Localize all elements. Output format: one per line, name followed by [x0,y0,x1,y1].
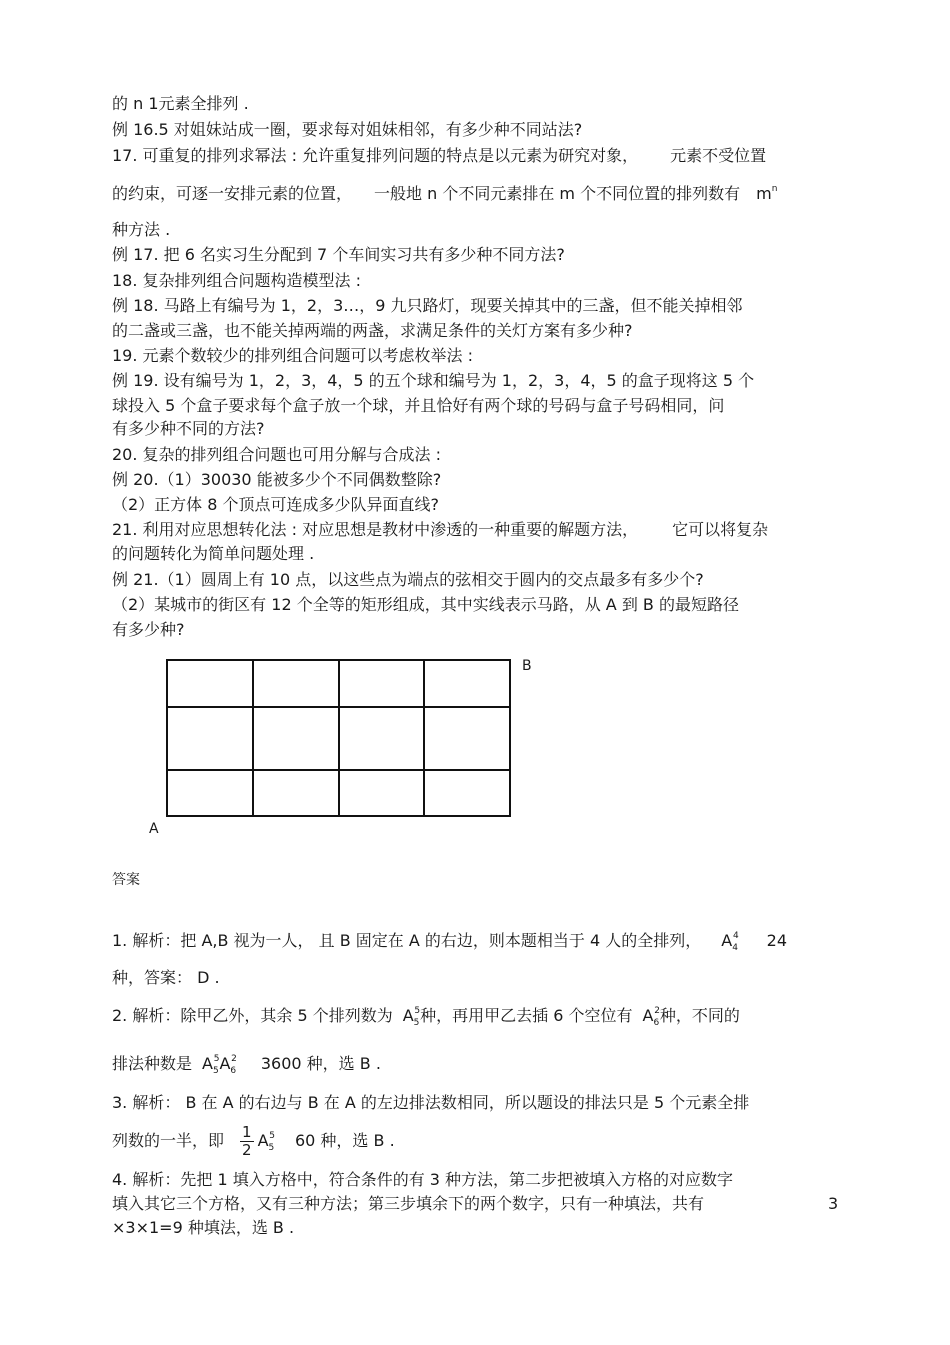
text-line: 球投入 5 个盒子要求每个盒子放一个球，并且恰好有两个球的号码与盒子号码相同，问 [112,396,725,415]
text-line [112,1006,740,1029]
text-segment: 1. 解析：把 A,B 视为一人， 且 B 固定在 A 的右边，则本题相当于 4 人的全排列， [112,931,702,950]
text-line: （2）某城市的街区有 12 个全等的矩形组成，其中实线表示马路，从 A 到 B 的最短路径 [112,595,739,614]
text-line: ×3×1=9 种填法，选 B . [112,1218,295,1237]
text-line: 的问题转化为简单问题处理 . [112,544,315,563]
text-line [112,931,787,954]
text-segment: 的约束，可逐一安排元素的位置， [112,184,353,203]
text-line [112,1194,704,1214]
answers-heading: 答案 [112,872,140,888]
text-segment: 排法种数是 [112,1054,193,1073]
math-perm: $A_5^5$ [402,1006,421,1028]
text-line: 例 18. 马路上有编号为 1，2，3…，9 九只路灯，现要关掉其中的三盏，但不能关掉相邻 [112,296,743,315]
text-segment: 种，再用甲乙去插 6 个空位有 [420,1006,633,1025]
text-segment: 21. 利用对应思想转化法 : 对应思想是教材中渗透的一种重要的解题方法， [112,520,639,539]
text-line: 有多少种不同的方法? [112,419,265,438]
text-line: 例 17. 把 6 名实习生分配到 7 个车间实习共有多少种不同方法? [112,245,565,264]
text-segment: 60 种，选 B . [294,1131,395,1150]
text-segment: 它可以将复杂 [672,520,769,539]
text-line: 有多少种? [112,620,185,639]
text-line: （2）正方体 8 个顶点可连成多少队异面直线? [112,495,440,514]
text-line [112,146,766,166]
text-segment: 列数的一半，即 [112,1131,225,1150]
math-exponent: n [771,184,778,194]
text-segment: 种，不同的 [659,1006,740,1025]
math-perm: $A_4^4$ [721,931,739,953]
point-a-label: A [149,821,159,837]
text-line: 种方法 . [112,220,171,239]
math-perm: $A_5^5$ [257,1131,275,1153]
text-line: 例 21.（1）圆周上有 10 点，以这些点为端点的弦相交于圆内的交点最多有多少个? [112,570,704,589]
text-segment: 2. 解析：除甲乙外，其余 5 个排列数为 [112,1006,393,1025]
math-value: 24 [766,931,788,950]
text-line: 18. 复杂排列组合问题构造模型法 : [112,271,362,290]
math-perm: $A_6^2$ [219,1054,237,1076]
text-line [112,1124,395,1159]
math-perm: $A_6^2$ [642,1006,660,1028]
fraction: $\frac{1}{2}$ [242,1123,252,1159]
math-perm: $A_5^5$ [202,1054,220,1076]
text-segment: 元素不受位置 [670,146,767,165]
point-b-label: B [522,658,532,674]
street-grid-figure [166,659,512,819]
text-segment: 17. 可重复的排列求幂法 : 允许重复排列问题的特点是以元素为研究对象， [112,146,639,165]
text-line: 种，答案： D . [112,968,220,987]
math-base: m [756,184,772,203]
text-line: 的 n 1元素全排列 . [112,94,249,113]
text-line: 3. 解析： B 在 A 的右边与 B 在 A 的左边排法数相同，所以题设的排法只是 5 个元素全排 [112,1093,750,1112]
text-line [112,520,768,540]
text-line: 例 19. 设有编号为 1，2，3，4，5 的五个球和编号为 1，2，3，4，5 的盒子现将这 5 个 [112,371,755,390]
text-line: 例 16.5 对姐妹站成一圈，要求每对姐妹相邻，有多少种不同站法? [112,120,583,139]
text-line [112,1054,381,1077]
text-segment: 填入其它三个方格，又有三种方法；第三步填余下的两个数字，只有一种填法，共有 [112,1194,705,1213]
text-line: 例 20.（1）30030 能被多少个不同偶数整除? [112,470,442,489]
text-line: 的二盏或三盏，也不能关掉两端的两盏，求满足条件的关灯方案有多少种? [112,321,633,340]
text-line: 4. 解析：先把 1 填入方格中，符合条件的有 3 种方法，第二步把被填入方格的对应数字 [112,1170,734,1189]
text-segment: 3 [828,1194,839,1213]
text-line [112,184,777,207]
text-segment: 3600 种，选 B . [260,1054,381,1073]
text-line: 19. 元素个数较少的排列组合问题可以考虑枚举法 : [112,346,474,365]
text-line: 20. 复杂的排列组合问题也可用分解与合成法 : [112,445,442,464]
text-segment: 一般地 n 个不同元素排在 m 个不同位置的排列数有 [374,184,741,203]
